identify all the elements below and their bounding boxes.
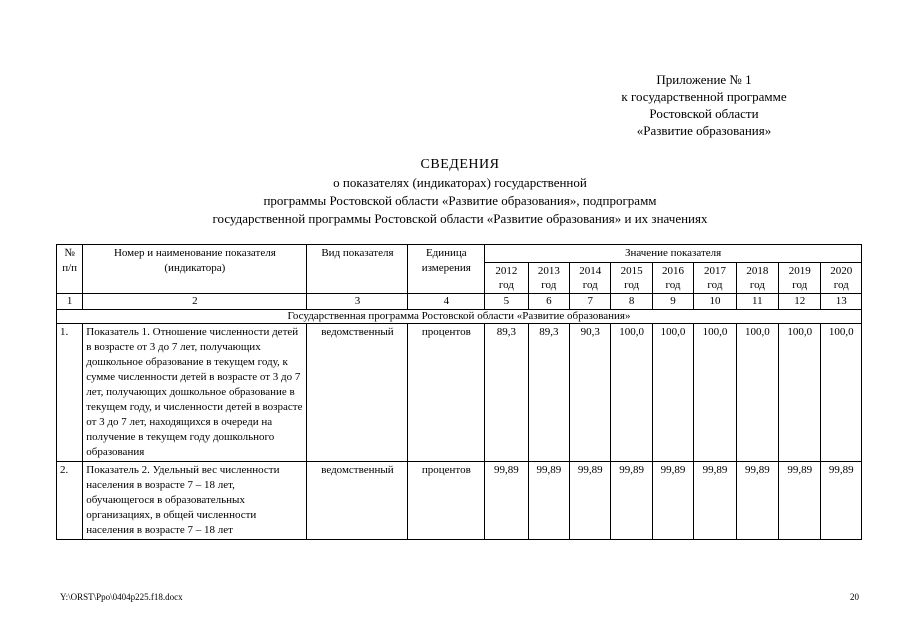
row-num: 2. [57,462,83,540]
appendix-line-3: Ростовской области [649,106,759,121]
row-value: 99,89 [694,462,736,540]
colnum: 7 [570,294,611,310]
row-name: Показатель 2. Удельный вес численности населения в возрасте 7 – 18 лет, обучающегося в образовательных организациях, в общей численности населения в возрасте 7 – 18 лет [83,462,307,540]
colnum: 2 [83,294,307,310]
row-unit: процентов [408,324,485,462]
indicators-table [56,244,862,540]
colnum: 6 [528,294,569,310]
year-2018: 2018 год [736,263,778,294]
row-value: 99,89 [570,462,611,540]
row-value: 100,0 [652,324,693,462]
table-row [57,324,862,462]
colnum: 9 [652,294,693,310]
header-unit: Единица измерения [408,245,485,294]
year-2020: 2020 год [821,263,862,294]
title-main: СВЕДЕНИЯ [420,157,500,172]
row-num: 1. [57,324,83,462]
year-2014: 2014 год [570,263,611,294]
header-name: Номер и наименование показателя (индикатора) [83,245,307,294]
header-num: № п/п [57,245,83,294]
colnum: 11 [736,294,778,310]
title-line-3: программы Ростовской области «Развитие образования», подпрограмм [263,193,657,208]
file-path: Y:\ORST\Ppo\0404p225.f18.docx [60,592,183,602]
year-2019: 2019 год [779,263,821,294]
row-value: 100,0 [779,324,821,462]
row-type: ведомственный [307,462,408,540]
year-2016: 2016 год [652,263,693,294]
appendix-line-2: к государственной программе [621,89,787,104]
row-value: 100,0 [736,324,778,462]
row-value: 99,89 [821,462,862,540]
appendix-header [574,71,834,139]
colnum: 4 [408,294,485,310]
row-value: 100,0 [611,324,652,462]
year-2013: 2013 год [528,263,569,294]
colnum: 10 [694,294,736,310]
table-row [57,462,862,540]
row-value: 99,89 [779,462,821,540]
row-value: 99,89 [485,462,528,540]
title-line-4: государственной программы Ростовской области «Развитие образования» и их значениях [212,211,708,226]
colnum: 3 [307,294,408,310]
colnum: 13 [821,294,862,310]
year-2015: 2015 год [611,263,652,294]
section-row [57,310,862,324]
page-number: 20 [850,592,859,602]
column-numbers-row [57,294,862,310]
appendix-line-1: Приложение № 1 [656,72,752,87]
row-name: Показатель 1. Отношение численности детей в возрасте от 3 до 7 лет, получающих дошкольное образование в текущем году, к сумме численности детей в возрасте от 3 до 7 лет, получающих дошкольное образование в текущем году, и численности детей в возрасте от 3 до 7 лет, находящихся в очереди на получение в текущем году дошкольного образования [83,324,307,462]
row-value: 99,89 [611,462,652,540]
row-value: 99,89 [736,462,778,540]
colnum: 5 [485,294,528,310]
year-2017: 2017 год [694,263,736,294]
row-value: 100,0 [821,324,862,462]
colnum: 1 [57,294,83,310]
row-type: ведомственный [307,324,408,462]
row-value: 99,89 [528,462,569,540]
row-value: 89,3 [485,324,528,462]
colnum: 8 [611,294,652,310]
section-title: Государственная программа Ростовской области «Развитие образования» [57,310,862,324]
row-value: 89,3 [528,324,569,462]
colnum: 12 [779,294,821,310]
row-value: 90,3 [570,324,611,462]
header-value: Значение показателя [485,245,862,263]
row-value: 100,0 [694,324,736,462]
header-row [57,245,862,263]
year-2012: 2012 год [485,263,528,294]
title-line-2: о показателях (индикаторах) государственной [333,175,587,190]
header-type: Вид показателя [307,245,408,294]
row-value: 99,89 [652,462,693,540]
appendix-line-4: «Развитие образования» [636,123,772,138]
row-unit: процентов [408,462,485,540]
document-title [60,156,860,228]
